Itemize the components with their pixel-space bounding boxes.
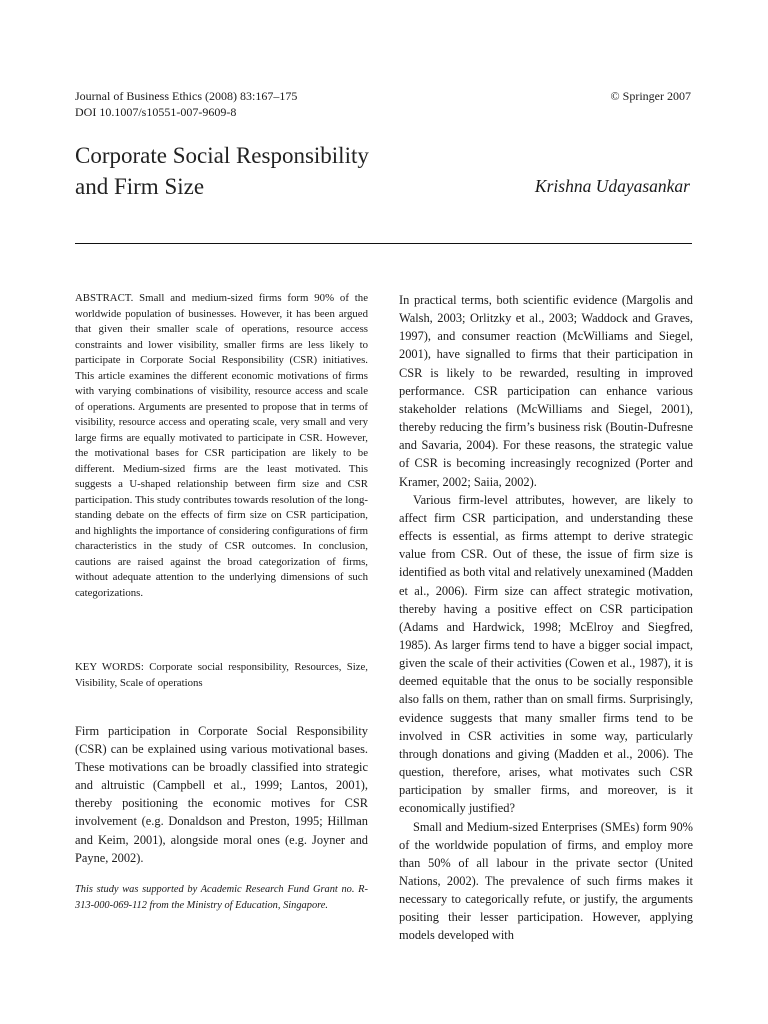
body-paragraph-3: Small and Medium-sized Enterprises (SMEs) form 90% of the worldwide population of firms, and employ more than 50% of all labour in the private sector (United Nations, 2002). The prevalence of such firms makes it necessary to categorically refute, or justify, the arguments positing their lesser participation. However, applying models developed with bbox=[399, 819, 693, 943]
abstract: ABSTRACT. Small and medium-sized firms form 90% of the worldwide population of businesses. However, it has been argued that given their smaller scale of operations, resource access constraints and lower visibility, smaller firms are less likely to participate in Corporate Social Responsibility (CSR) initiatives. This article examines the different economic motivations of firms with varying combinations of visibility, resource access and scale of operations. Arguments are presented to propose that in terms of visibility, resource access and operating scale, very small and very large firms are equally motivated to participate in CSR. However, the motivational bases for CSR participation are likely to be different. Medium-sized firms are the least motivated. This suggests a U-shaped relationship between firm size and CSR participation. This study contributes towards resolution of the long-standing debate on the effects of firm size on CSR participation, and highlights the importance of considering configurations of firm characteristics in the study of CSR outcomes. In conclusion, cautions are raised against the broad categorization of firms, without adequate attention to the underlying dimensions of such categorizations. bbox=[75, 292, 368, 599]
body-paragraph-2: Various firm-level attributes, however, are likely to affect firm CSR participation, and understanding these effects is essential, as firms attempt to derive strategic value from CSR. Out of these, the issue of firm size is identified as both vital and relatively unexamined (Madden et al., 2006). Firm size can affect strategic motivation, thereby having a positive effect on CSR participation (Adams and Hardwick, 1998; McElroy and Siegfred, 1985). As larger firms tend to have a bigger social impact, given the scale of their activities (Cowen et al., 1987), it is deemed equitable that the onus to be socially responsible also falls on them, rather than on small firms. Surprisingly, evidence suggests that many smaller firms tend to be involved in CSR activities in some way, particularly through donations and giving (Madden et al., 2006). The question, therefore, arises, what motivates such CSR participation by smaller firms, and moreover, is it economically justified? bbox=[399, 492, 693, 816]
title-line-2: and Firm Size bbox=[75, 174, 205, 199]
keywords: KEY WORDS: Corporate social responsibility, Resources, Size, Visibility, Scale of operations bbox=[75, 661, 368, 689]
doi-line: DOI 10.1007/s10551-007-9609-8 bbox=[75, 105, 237, 119]
funding-footnote bbox=[75, 882, 368, 913]
title-line-1: Corporate Social Responsibility bbox=[75, 143, 369, 168]
author-name: Krishna Udayasankar bbox=[534, 176, 690, 196]
footnote-text: This study was supported by Academic Research Fund Grant no. R-313-000-069-112 from the Ministry of Education, Singapore. bbox=[75, 884, 368, 911]
article-title bbox=[75, 140, 369, 202]
copyright-notice: © Springer 2007 bbox=[610, 89, 691, 103]
intro-paragraph: Firm participation in Corporate Social Responsibility (CSR) can be explained using various motivational bases. These motivations can be broadly classified into strategic and altruistic (Campbell et al., 1999; Lantos, 2001), thereby positioning the economic motives for CSR involvement (e.g. Donaldson and Preston, 1995; Hillman and Keim, 2001), alongside moral ones (e.g. Joyner and Payne, 2002). bbox=[75, 724, 368, 865]
journal-citation: Journal of Business Ethics (2008) 83:167–175 bbox=[75, 89, 298, 103]
body-paragraph-1: In practical terms, both scientific evidence (Margolis and Walsh, 2003; Orlitzky et al., 2003; Waddock and Graves, 1997), and consumer reaction (McWilliams and Siegel, 2001), have signalled to firms that their participation in CSR is likely to be rewarded, resulting in improved performance. CSR participation can enhance various stakeholder relations (McWilliams and Siegel, 2001), thereby reducing the firm’s business risk (Boutin-Dufresne and Savaria, 2004). For these reasons, the strategic value of CSR is becoming increasingly recognized (Porter and Kramer, 2002; Saiia, 2002). bbox=[399, 293, 693, 489]
right-column bbox=[399, 291, 693, 945]
title-divider bbox=[75, 243, 692, 244]
